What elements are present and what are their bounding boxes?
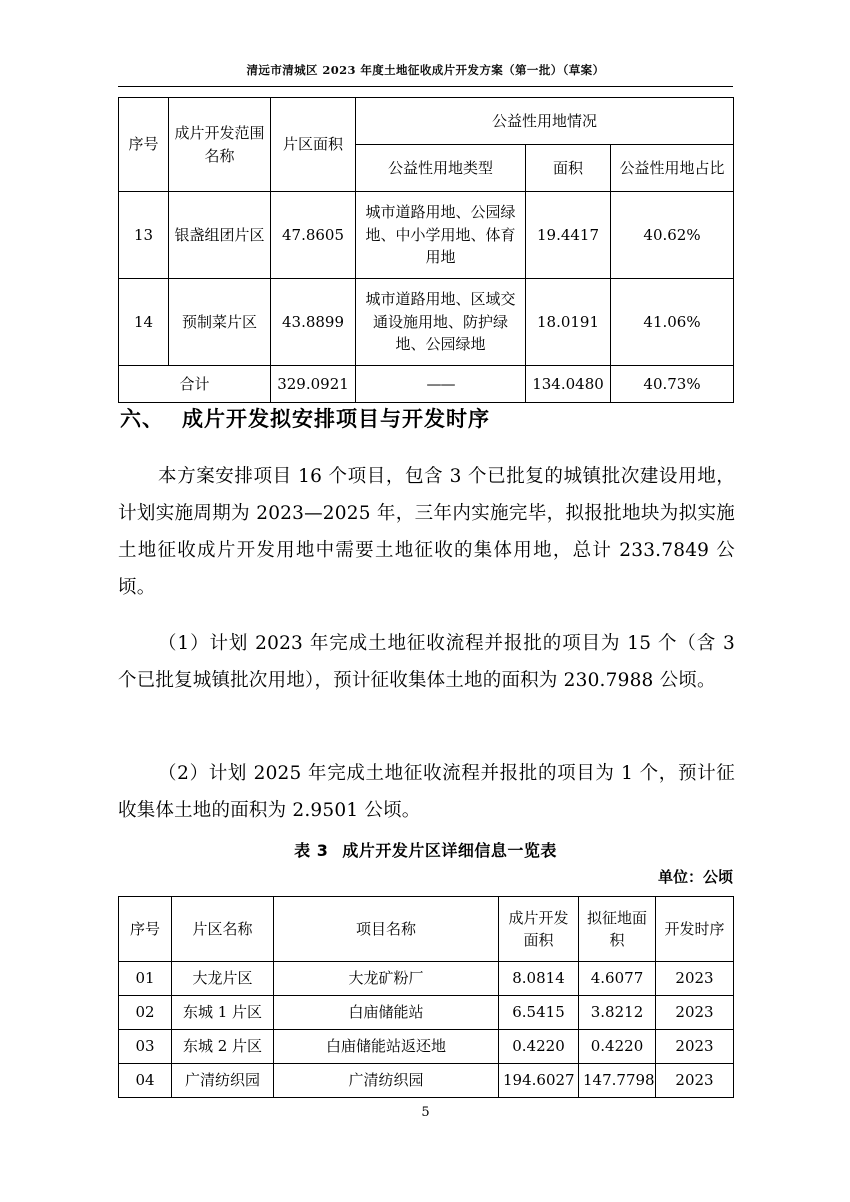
th-project-name: 项目名称 [274, 897, 499, 962]
cell-parcel-area: 47.8605 [271, 192, 356, 279]
cell-project-name: 大龙矿粉厂 [274, 962, 499, 996]
cell-dev-area: 8.0814 [499, 962, 579, 996]
page-content [118, 0, 733, 1202]
cell-acquire-area: 0.4220 [579, 1030, 656, 1064]
th-public-ratio: 公益性用地占比 [611, 145, 734, 192]
table-caption [118, 838, 733, 861]
th-parcel-area: 片区面积 [271, 98, 356, 192]
th-public-type: 公益性用地类型 [356, 145, 526, 192]
cell-timeline: 2023 [656, 996, 734, 1030]
cell-seq: 04 [119, 1064, 172, 1098]
th-area-name: 成片开发范围名称 [169, 98, 271, 192]
cell-parcel-name: 大龙片区 [172, 962, 274, 996]
cell-project-name: 广清纺织园 [274, 1064, 499, 1098]
table-unit-label: 单位：公顷 [657, 868, 733, 886]
table-total-row [119, 366, 734, 403]
table-header-row [119, 98, 734, 145]
cell-total-public-type: —— [356, 366, 526, 403]
cell-seq: 02 [119, 996, 172, 1030]
table-row [119, 192, 734, 279]
paragraph-item-1: （1）计划 2023 年完成土地征收流程并报批的项目为 15 个（含 3 个已批复城镇批次用地），预计征收集体土地的面积为 230.7988 公顷。 [118, 633, 735, 691]
table-header-row [119, 897, 734, 962]
th-seq: 序号 [119, 98, 169, 192]
th-timeline: 开发时序 [656, 897, 734, 962]
cell-total-public-ratio: 40.73% [611, 366, 734, 403]
cell-dev-area: 194.6027 [499, 1064, 579, 1098]
header-rule [118, 86, 733, 87]
cell-total-label: 合计 [119, 366, 271, 403]
cell-timeline: 2023 [656, 962, 734, 996]
paragraph-item-2: （2）计划 2025 年完成土地征收流程并报批的项目为 1 个，预计征收集体土地的面积为 2.9501 公顷。 [118, 763, 735, 821]
cell-public-type: 城市道路用地、区域交通设施用地、防护绿地、公园绿地 [356, 279, 526, 366]
table-row [119, 1064, 734, 1098]
cell-acquire-area: 3.8212 [579, 996, 656, 1030]
cell-seq: 13 [119, 192, 169, 279]
cell-project-name: 白庙储能站 [274, 996, 499, 1030]
th-public-area: 面积 [526, 145, 611, 192]
cell-dev-area: 6.5415 [499, 996, 579, 1030]
cell-total-public-area: 134.0480 [526, 366, 611, 403]
table-row [119, 1030, 734, 1064]
cell-acquire-area: 4.6077 [579, 962, 656, 996]
th-acquire-area: 拟征地面积 [579, 897, 656, 962]
section-title: 成片开发拟安排项目与开发时序 [182, 407, 490, 431]
cell-acquire-area: 147.7798 [579, 1064, 656, 1098]
cell-seq: 01 [119, 962, 172, 996]
table-row [119, 279, 734, 366]
th-parcel-name: 片区名称 [172, 897, 274, 962]
section-number: 六、 [120, 407, 164, 431]
cell-seq: 14 [119, 279, 169, 366]
public-land-table [118, 97, 734, 403]
cell-timeline: 2023 [656, 1064, 734, 1098]
th-seq: 序号 [119, 897, 172, 962]
cell-total-parcel-area: 329.0921 [271, 366, 356, 403]
cell-area-name: 银盏组团片区 [169, 192, 271, 279]
cell-parcel-area: 43.8899 [271, 279, 356, 366]
detail-table [118, 896, 734, 1098]
cell-public-ratio: 41.06% [611, 279, 734, 366]
cell-timeline: 2023 [656, 1030, 734, 1064]
table-row [119, 996, 734, 1030]
table-caption-title: 成片开发片区详细信息一览表 [342, 841, 557, 860]
th-dev-area: 成片开发面积 [499, 897, 579, 962]
running-header: 清远市清城区 2023 年度土地征收成片开发方案（第一批）（草案） [246, 63, 605, 77]
cell-parcel-name: 广清纺织园 [172, 1064, 274, 1098]
cell-dev-area: 0.4220 [499, 1030, 579, 1064]
table-row [119, 962, 734, 996]
cell-area-name: 预制菜片区 [169, 279, 271, 366]
cell-parcel-name: 东城 1 片区 [172, 996, 274, 1030]
paragraph-overview: 本方案安排项目 16 个项目，包含 3 个已批复的城镇批次建设用地，计划实施周期为 2023—2025 年，三年内实施完毕，拟报批地块为拟实施土地征收成片开发用地中需要土地征收的集体用地，总计 233.7849 公顷。 [118, 466, 735, 598]
cell-parcel-name: 东城 2 片区 [172, 1030, 274, 1064]
page-number: 5 [421, 1105, 430, 1120]
cell-public-type: 城市道路用地、公园绿地、中小学用地、体育用地 [356, 192, 526, 279]
cell-public-ratio: 40.62% [611, 192, 734, 279]
cell-project-name: 白庙储能站返还地 [274, 1030, 499, 1064]
section-heading [120, 403, 490, 433]
cell-seq: 03 [119, 1030, 172, 1064]
cell-public-area: 19.4417 [526, 192, 611, 279]
th-public-group: 公益性用地情况 [356, 98, 734, 145]
table-caption-number: 表 3 [294, 841, 329, 860]
cell-public-area: 18.0191 [526, 279, 611, 366]
